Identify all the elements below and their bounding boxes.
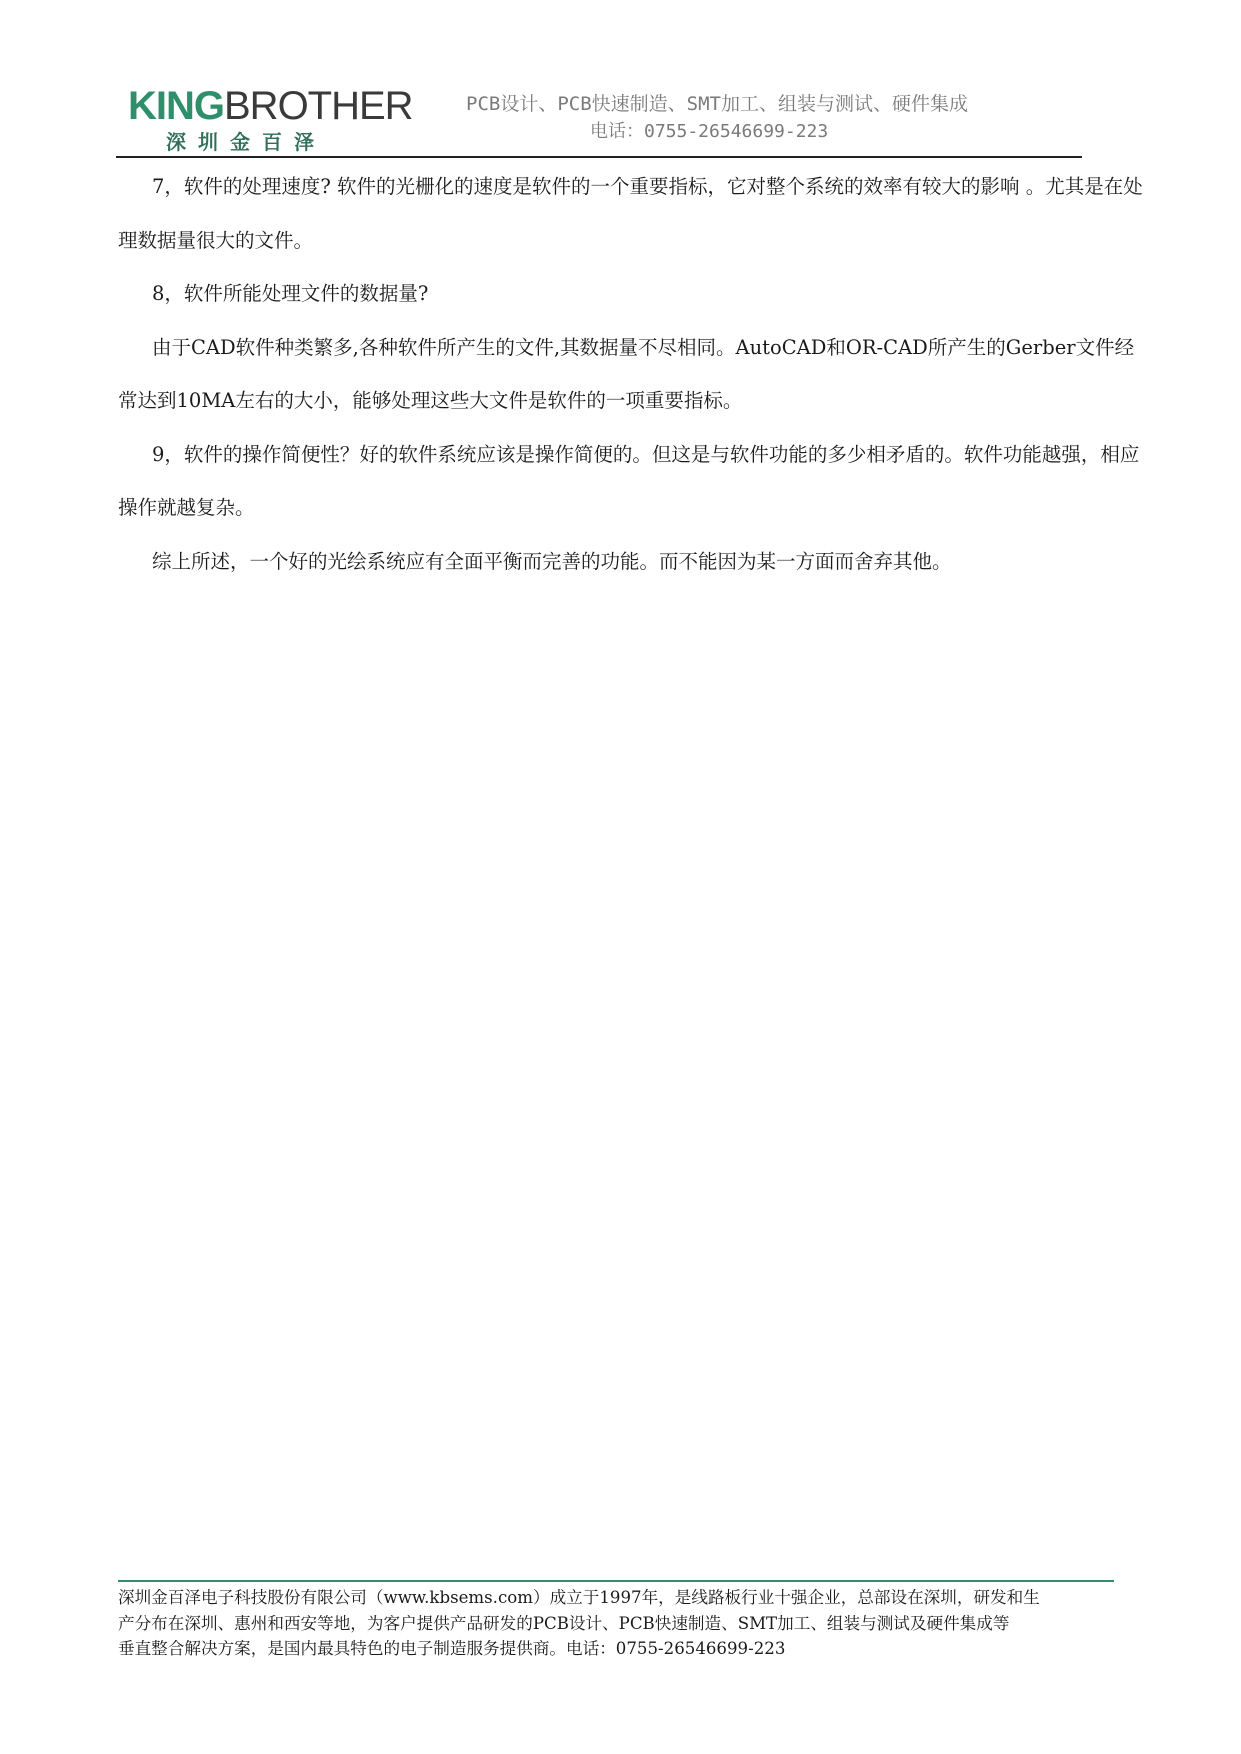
logo-chinese-name: 深圳金百泽 bbox=[166, 130, 326, 154]
logo-king: KING bbox=[128, 84, 224, 128]
footer-line: 垂直整合解决方案，是国内最具特色的电子制造服务提供商。电话：0755-26546699-223 bbox=[118, 1639, 786, 1658]
paragraph-data-volume-question: 8，软件所能处理文件的数据量? bbox=[152, 282, 429, 305]
paragraph-data-volume-answer: 由于CAD软件种类繁多,各种软件所产生的文件,其数据量不尽相同。AutoCAD和OR-CAD所产生的Gerber文件经常达到10MA左右的大小，能够处理这些大文件是软件的一项重要指标。 bbox=[118, 335, 1135, 412]
paragraph-ease-of-use: 9，软件的操作简便性？好的软件系统应该是操作简便的。但这是与软件功能的多少相矛盾的。软件功能越强，相应操作就越复杂。 bbox=[118, 442, 1140, 519]
header-phone: 电话：0755-26546699-223 bbox=[590, 121, 829, 142]
paragraph-processing-speed: 7，软件的处理速度? 软件的光栅化的速度是软件的一个重要指标，它对整个系统的效率有较大的影响 。尤其是在处理数据量很大的文件。 bbox=[118, 175, 1143, 252]
page-footer bbox=[118, 1585, 1138, 1662]
header-tagline: PCB设计、PCB快速制造、SMT加工、组装与测试、硬件集成 bbox=[466, 93, 968, 115]
logo-brother: BROTHER bbox=[224, 84, 413, 128]
company-logo bbox=[128, 86, 413, 126]
footer-divider bbox=[118, 1580, 1114, 1582]
document-body bbox=[118, 160, 1148, 588]
footer-line: 产分布在深圳、惠州和西安等地，为客户提供产品研发的PCB设计、PCB快速制造、SMT加工、组装与测试及硬件集成等 bbox=[118, 1613, 1010, 1633]
page-header bbox=[0, 0, 1241, 160]
paragraph-summary: 综上所述，一个好的光绘系统应有全面平衡而完善的功能。而不能因为某一方面而舍弃其他。 bbox=[152, 549, 952, 573]
footer-line: 深圳金百泽电子科技股份有限公司（www.kbsems.com）成立于1997年，是线路板行业十强企业，总部设在深圳，研发和生 bbox=[118, 1588, 1040, 1607]
header-divider bbox=[116, 156, 1082, 158]
